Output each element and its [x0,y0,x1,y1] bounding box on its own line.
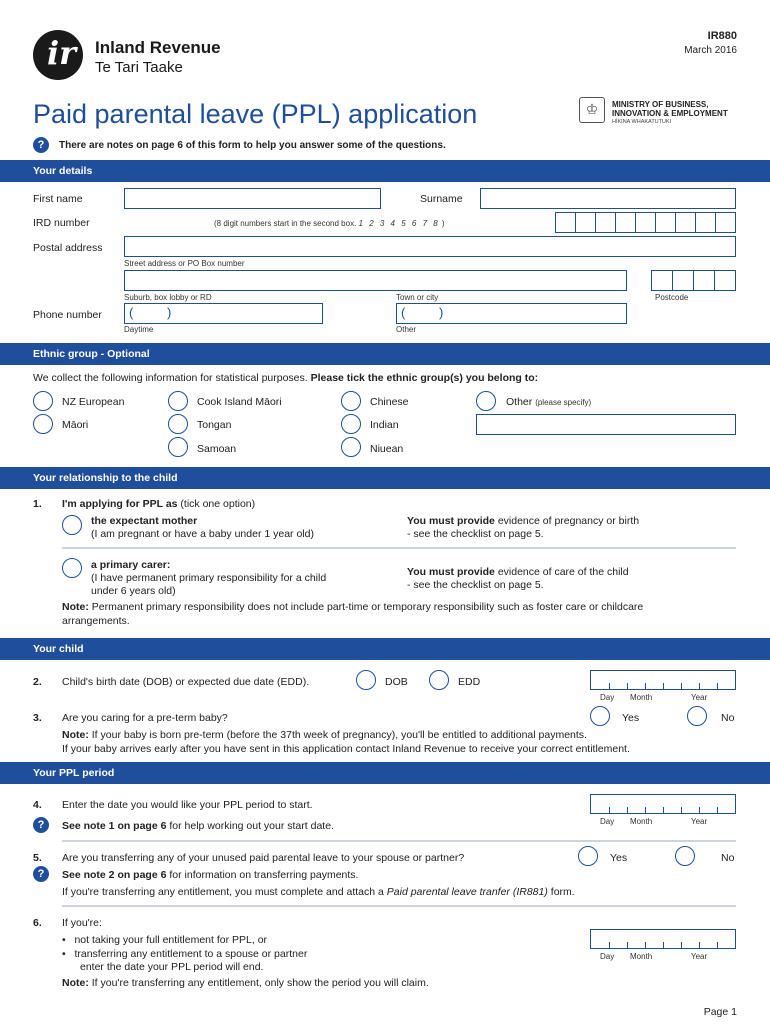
postcode-field[interactable] [651,270,736,291]
q6-bullet-2b: enter the date your PPL period will end. [80,961,264,973]
section-your-details: Your details [0,160,770,182]
radio-transfer-no[interactable] [675,846,695,866]
section-ethnic-group: Ethnic group - Optional [0,343,770,365]
ministry-maori: HĪKINA WHAKATUTUKI [612,119,672,125]
q3-note-1: Note: If your baby is born pre-term (before the 37th week of pregnancy), you'll be entitled to additional payments. [62,729,587,741]
month-hint: Month [630,693,653,702]
label-nz-european: NZ European [62,396,125,408]
label-preterm-no: No [721,712,735,724]
radio-preterm-no[interactable] [687,706,707,726]
year-hint: Year [691,817,708,826]
help-icon: ? [33,817,49,833]
radio-nz-european[interactable] [33,391,53,411]
postal-address-label: Postal address [33,242,103,254]
ird-hint: (8 digit numbers start in the second box. 1 2 3 4 5 6 7 8 ) [214,219,445,228]
opt1-checklist: - see the checklist on page 5. [407,528,544,540]
month-hint: Month [630,952,653,961]
q4-number: 4. [33,799,42,811]
ird-number-field[interactable] [555,212,736,233]
radio-niuean[interactable] [341,437,361,457]
q6-note: Note: If you're transferring any entitlement, only show the period you will claim. [62,977,429,989]
section-your-child: Your child [0,638,770,660]
section-ppl-period: Your PPL period [0,762,770,784]
opt1-title: the expectant mother [91,515,198,527]
month-hint: Month [630,817,653,826]
q4-text: Enter the date you would like your PPL period to start. [62,799,313,811]
ministry-name: MINISTRY OF BUSINESS, INNOVATION & EMPLOYMENT [612,100,728,118]
opt2-desc1: (I have permanent primary responsibility for a child [91,572,327,584]
label-niuean: Niuean [370,443,404,455]
label-dob: DOB [385,676,408,688]
year-hint: Year [691,952,708,961]
suburb-town-field[interactable] [124,270,627,291]
opt2-title: a primary carer: [91,559,171,571]
form-date: March 2016 [684,45,737,56]
street-hint: Street address or PO Box number [124,259,245,268]
radio-tongan[interactable] [168,414,188,434]
question-number: 1. [33,498,42,510]
street-address-field[interactable] [124,236,736,257]
label-transfer-yes: Yes [610,852,628,864]
radio-expectant-mother[interactable] [62,515,82,535]
label-samoan: Samoan [197,443,237,455]
radio-edd[interactable] [429,670,449,690]
divider [62,840,736,842]
q4-see-note: See note 1 on page 6 for help working out your start date. [62,820,334,832]
phone-other-field[interactable]: ( ) [396,303,627,324]
label-chinese: Chinese [370,396,409,408]
radio-samoan[interactable] [168,437,188,457]
brand-name: Inland Revenue [95,38,221,57]
opt2-desc2: under 6 years old) [91,585,176,597]
label-transfer-no: No [721,852,735,864]
year-hint: Year [691,693,708,702]
q2-text: Child's birth date (DOB) or expected due date (EDD). [62,676,310,688]
form-number: IR880 [707,30,737,42]
opt2-evidence: You must provide evidence of care of the child [407,566,629,578]
ethnic-intro: We collect the following information for statistical purposes. Please tick the ethnic group(s) you belong to: [33,372,539,384]
help-icon: ? [33,137,49,153]
ir-logo: ir [33,30,83,80]
town-hint: Town or city [396,293,439,302]
radio-indian[interactable] [341,414,361,434]
q5-see-note: See note 2 on page 6 for information on transferring payments. [62,869,359,881]
q6-bullet-1: • not taking your full entitlement for PPL, or [62,934,268,946]
suburb-hint: Suburb, box lobby or RD [124,293,212,302]
q1-text: I'm applying for PPL as (tick one option) [62,498,256,510]
relationship-note: Note: Permanent primary responsibility does not include part-time or temporary responsibility such as foster care or childcare [62,601,644,613]
opt2-checklist: - see the checklist on page 5. [407,579,544,591]
day-hint: Day [600,693,615,702]
label-other: Other (please specify) [506,396,592,408]
phone-number-label: Phone number [33,309,102,321]
first-name-field[interactable] [124,188,381,209]
radio-chinese[interactable] [341,391,361,411]
day-hint: Day [600,952,615,961]
q5-text: Are you transferring any of your unused paid parental leave to your spouse or partner? [62,852,465,864]
ppl-end-date-field[interactable] [590,929,736,949]
ird-number-label: IRD number [33,217,90,229]
postcode-hint: Postcode [655,293,689,302]
q3-note-2: If your baby arrives early after you have sent in this application contact Inland Revenue to receive your correct entitlement. [62,743,630,755]
opt1-desc: (I am pregnant or have a baby under 1 year old) [91,528,314,540]
brand-maori: Te Tari Taake [95,59,183,76]
divider [62,547,736,549]
radio-maori[interactable] [33,414,53,434]
help-icon: ? [33,866,49,882]
label-preterm-yes: Yes [622,712,640,724]
day-hint: Day [600,817,615,826]
child-date-field[interactable] [590,670,736,690]
notes-text: There are notes on page 6 of this form to help you answer some of the questions. [59,140,446,151]
divider [62,905,736,907]
q3-text: Are you caring for a pre-term baby? [62,712,228,724]
ppl-start-date-field[interactable] [590,794,736,814]
radio-preterm-yes[interactable] [590,706,610,726]
label-cook-island-maori: Cook Island Māori [197,396,282,408]
q6-number: 6. [33,917,42,929]
q3-number: 3. [33,712,42,724]
first-name-label: First name [33,193,83,205]
radio-other[interactable] [476,391,496,411]
label-maori: Māori [62,419,89,431]
label-edd: EDD [458,676,481,688]
daytime-hint: Daytime [124,325,154,334]
page-title: Paid parental leave (PPL) application [33,99,478,129]
label-tongan: Tongan [197,419,232,431]
q5-number: 5. [33,852,42,864]
q6-bullet-2: • transferring any entitlement to a spouse or partner [62,948,308,960]
q6-text: If you're: [62,917,102,929]
radio-transfer-yes[interactable] [578,846,598,866]
phone-daytime-field[interactable]: ( ) [124,303,323,324]
label-indian: Indian [370,419,399,431]
surname-label: Surname [420,193,463,205]
radio-dob[interactable] [356,670,376,690]
q2-number: 2. [33,676,42,688]
radio-cook-island-maori[interactable] [168,391,188,411]
surname-field[interactable] [480,188,736,209]
radio-primary-carer[interactable] [62,558,82,578]
section-relationship: Your relationship to the child [0,467,770,489]
opt1-evidence: You must provide evidence of pregnancy or birth [407,515,640,527]
other-hint: Other [396,325,417,334]
crest-icon: ♔ [579,97,605,123]
q5-transfer-line: If you're transferring any entitlement, you must complete and attach a Paid parental leave tranfer (IR881) form. [62,886,575,898]
relationship-note-2: arrangements. [62,615,130,627]
page-number: Page 1 [703,1006,737,1018]
other-ethnicity-field[interactable] [476,414,736,435]
